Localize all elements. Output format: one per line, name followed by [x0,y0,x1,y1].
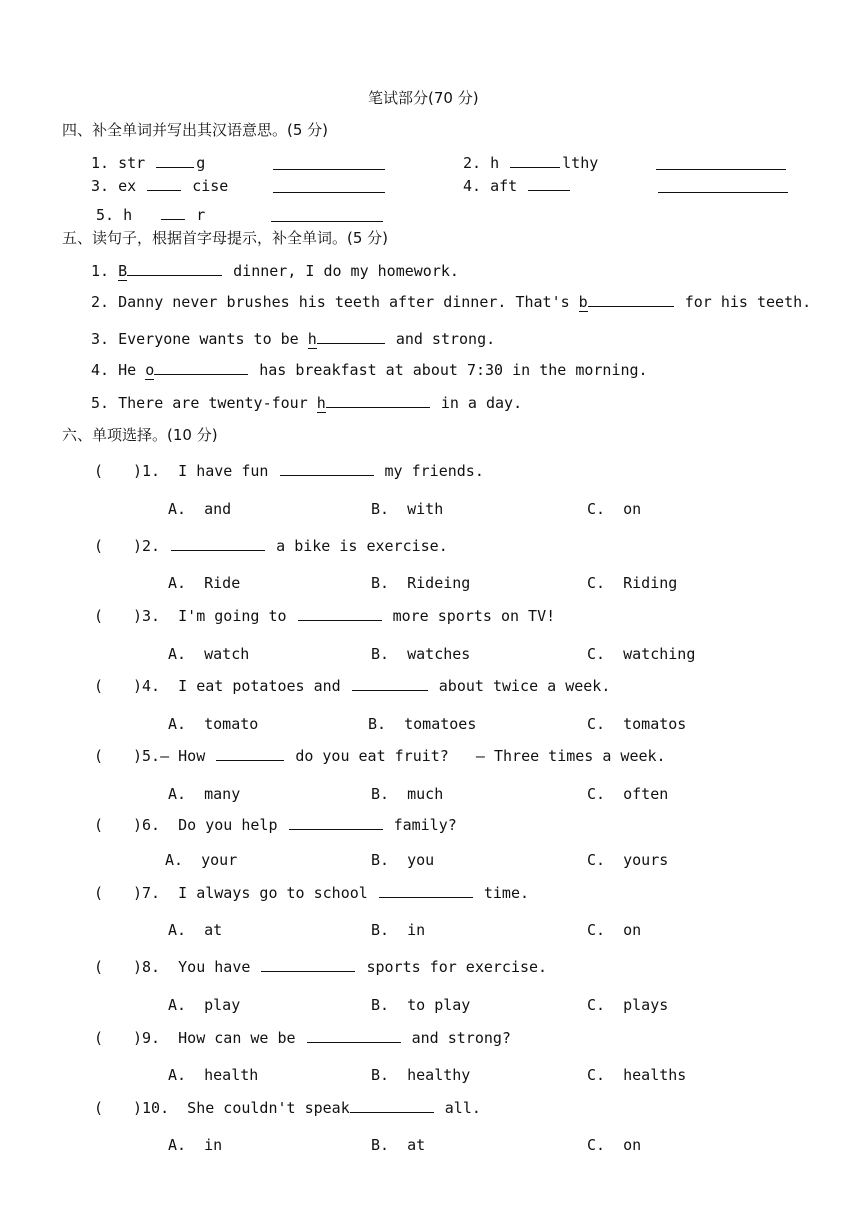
q4-option-a[interactable]: A. tomato [168,715,259,733]
q9-option-a[interactable]: A. health [168,1066,259,1084]
sec4-item-5: 5. h r [96,206,206,224]
q2-option-a[interactable]: A. Ride [168,574,241,592]
q8-option-c[interactable]: C. plays [587,996,669,1014]
q2-option-c[interactable]: C. Riding [587,574,678,592]
q5-option-a[interactable]: A. many [168,785,241,803]
sec4-item-2: 2. h lthy [463,154,599,172]
sec4-item-4: 4. aft [463,176,572,196]
q3-option-c[interactable]: C. watching [587,645,696,663]
q8-option-b[interactable]: B. to play [371,996,471,1014]
q10-option-c[interactable]: C. on [587,1136,642,1154]
question-8: )8. You have sports for exercise. [133,958,548,976]
page-title: 笔试部分(70 分) [368,89,479,107]
q5-option-b[interactable]: B. much [371,785,444,803]
q6-option-a[interactable]: A. your [165,851,238,869]
q9-option-b[interactable]: B. healthy [371,1066,471,1084]
sec5-item-1: 1. B dinner, I do my homework. [91,262,459,280]
q4-option-c[interactable]: C. tomatos [587,715,687,733]
q10-option-a[interactable]: A. in [168,1136,223,1154]
question-5: )5.— How do you eat fruit? — Three times a week. [133,747,666,765]
q3-option-a[interactable]: A. watch [168,645,250,663]
section-5-title: 五、读句子，根据首字母提示，补全单词。(5 分) [62,229,389,247]
sec4-item-1: 1. str g [91,154,206,172]
section-4-title: 四、补全单词并写出其汉语意思。(5 分) [62,121,329,139]
q3-option-b[interactable]: B. watches [371,645,471,663]
q9-option-c[interactable]: C. healths [587,1066,687,1084]
q7-option-c[interactable]: C. on [587,921,642,939]
section-6-title: 六、单项选择。(10 分) [62,426,218,444]
meaning-blank-2[interactable] [656,169,786,170]
sec5-item-5: 5. There are twenty-four h in a day. [91,394,523,412]
q6-option-c[interactable]: C. yours [587,851,669,869]
q1-option-c[interactable]: C. on [587,500,642,518]
answer-paren-6[interactable]: ( [94,816,104,834]
question-2: )2. a bike is exercise. [133,537,448,555]
sec5-item-2: 2. Danny never brushes his teeth after dinner. That's b for his teeth. [91,293,812,311]
answer-paren-9[interactable]: ( [94,1029,104,1047]
q7-option-b[interactable]: B. in [371,921,426,939]
answer-paren-7[interactable]: ( [94,884,104,902]
sec5-item-3: 3. Everyone wants to be h and strong. [91,330,496,348]
meaning-blank-1[interactable] [273,169,385,170]
q1-option-b[interactable]: B. with [371,500,444,518]
meaning-blank-4[interactable] [658,192,788,193]
answer-paren-5[interactable]: ( [94,747,104,765]
answer-paren-8[interactable]: ( [94,958,104,976]
q4-option-b[interactable]: B. tomatoes [368,715,477,733]
question-3: )3. I'm going to more sports on TV! [133,607,556,625]
answer-paren-1[interactable]: ( [94,462,104,480]
q2-option-b[interactable]: B. Rideing [371,574,471,592]
q1-option-a[interactable]: A. and [168,500,232,518]
question-9: )9. How can we be and strong? [133,1029,511,1047]
q10-option-b[interactable]: B. at [371,1136,426,1154]
question-7: )7. I always go to school time. [133,884,530,902]
sec5-item-4: 4. He o has breakfast at about 7:30 in the morning. [91,361,648,379]
meaning-blank-5[interactable] [271,221,383,222]
q8-option-a[interactable]: A. play [168,996,241,1014]
q7-option-a[interactable]: A. at [168,921,223,939]
answer-paren-2[interactable]: ( [94,537,104,555]
meaning-blank-3[interactable] [273,192,385,193]
answer-paren-10[interactable]: ( [94,1099,104,1117]
question-10: )10. She couldn't speak all. [133,1099,481,1117]
question-1: )1. I have fun my friends. [133,462,484,480]
question-4: )4. I eat potatoes and about twice a week. [133,677,611,695]
question-6: )6. Do you help family? [133,816,457,834]
q5-option-c[interactable]: C. often [587,785,669,803]
sec4-item-3: 3. ex cise [91,177,229,195]
q6-option-b[interactable]: B. you [371,851,435,869]
answer-paren-4[interactable]: ( [94,677,104,695]
answer-paren-3[interactable]: ( [94,607,104,625]
